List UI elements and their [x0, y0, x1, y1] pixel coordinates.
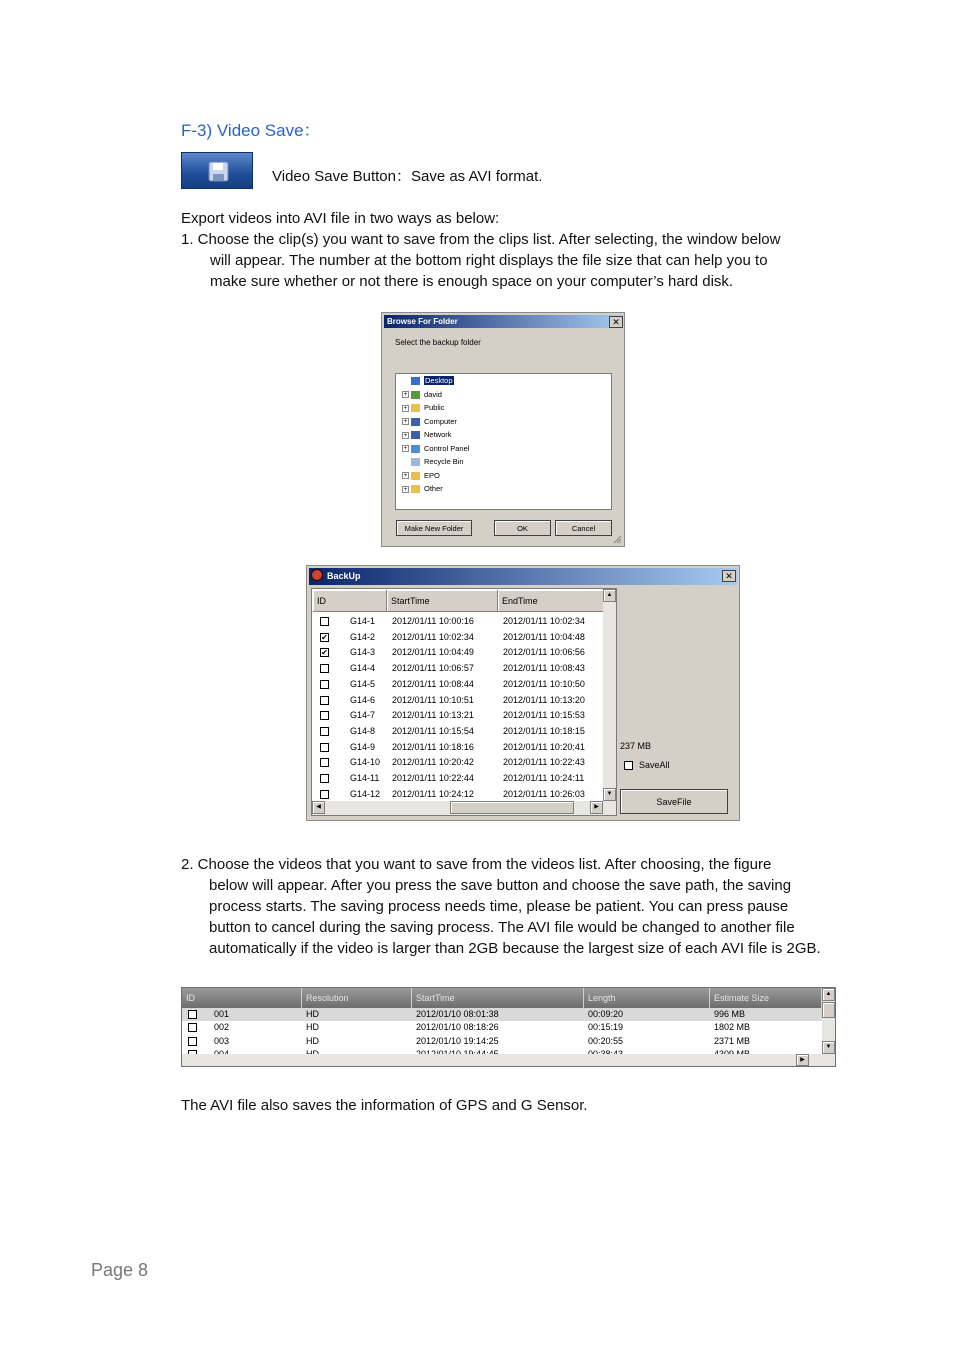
scroll-right-icon[interactable]: ▶ [590, 801, 603, 814]
save-file-button[interactable]: SaveFile [620, 789, 728, 814]
ok-button[interactable]: OK [494, 520, 551, 536]
column-header-starttime[interactable]: StartTime [387, 590, 498, 612]
clip-row[interactable] [312, 740, 606, 756]
clip-checkbox[interactable] [320, 774, 329, 783]
step2-line4: button to cancel during the saving process. The AVI file would be changed to another file [209, 919, 795, 936]
clip-start-time: 2012/01/11 10:04:49 [392, 647, 474, 658]
clip-row[interactable] [312, 630, 606, 646]
clip-end-time: 2012/01/11 10:20:41 [503, 741, 585, 752]
clip-row[interactable] [312, 677, 606, 693]
page-number: Page 8 [91, 1260, 149, 1280]
tree-node-label: EPO [424, 470, 440, 480]
total-size-label: 237 MB [620, 741, 652, 751]
clip-checkbox[interactable] [320, 758, 329, 767]
clip-id: G14-2 [350, 631, 376, 642]
expand-icon[interactable]: + [403, 405, 408, 412]
scroll-left-icon[interactable]: ◀ [312, 801, 325, 814]
step2-line2: below will appear. After you press the save button and choose the save path, the saving [209, 877, 792, 894]
grid-scroll-right-icon[interactable]: ▶ [796, 1054, 809, 1066]
tree-node-label: david [424, 389, 442, 399]
column-header-endtime[interactable]: EndTime [498, 590, 604, 612]
clip-row[interactable] [312, 661, 606, 677]
clip-end-time: 2012/01/11 10:10:50 [503, 678, 585, 689]
step2-line5: automatically if the video is larger than 2GB because the largest size of each AVI file is 2GB. [209, 940, 821, 957]
horizontal-scrollbar[interactable] [312, 801, 616, 815]
clip-list [311, 588, 617, 816]
clip-start-time: 2012/01/11 10:06:57 [392, 663, 474, 674]
tree-node-label: Control Panel [424, 443, 470, 453]
clip-row[interactable] [312, 755, 606, 771]
column-header-id[interactable]: ID [313, 590, 387, 612]
tree-node[interactable] [402, 389, 442, 401]
clip-checkbox[interactable] [320, 790, 329, 799]
scroll-up-icon[interactable]: ▲ [603, 589, 616, 602]
browse-close-button[interactable]: ✕ [609, 316, 623, 328]
clip-start-time: 2012/01/11 10:00:16 [392, 616, 474, 626]
video-id: 001 [214, 1009, 230, 1019]
desktop-icon [411, 377, 420, 385]
tree-node-label: Other [424, 484, 443, 493]
section-heading: F-3) Video Save： [181, 121, 321, 140]
backup-close-button[interactable]: ✕ [722, 570, 736, 582]
clip-end-time: 2012/01/11 10:24:11 [503, 773, 585, 783]
tree-node-label: Computer [424, 416, 457, 426]
video-save-button-image [181, 152, 253, 189]
step2-line1: 2. Choose the videos that you want to save from the videos list. After choosing, the figure [181, 856, 772, 873]
clip-id: G14-9 [350, 741, 376, 752]
clip-start-time: 2012/01/11 10:08:44 [392, 678, 474, 689]
scroll-thumb[interactable] [450, 801, 574, 814]
grid-header-length[interactable]: Length [584, 988, 710, 1008]
clip-checkbox[interactable] [320, 743, 329, 752]
floppy-disk-icon [182, 153, 254, 190]
save-all-checkbox[interactable] [624, 761, 633, 770]
clip-start-time: 2012/01/11 10:20:42 [392, 757, 474, 768]
backup-dialog [306, 565, 740, 821]
video-start: 2012/01/10 19:14:25 [416, 1035, 499, 1046]
grid-header-estimate-size[interactable]: Estimate Size [710, 988, 822, 1008]
resize-grip-icon[interactable] [613, 535, 622, 544]
expand-icon[interactable]: + [403, 473, 408, 480]
clip-row[interactable] [312, 645, 606, 661]
step1-line1: 1. Choose the clip(s) you want to save from the clips list. After selecting, the window below [181, 231, 781, 248]
clip-checkbox[interactable] [320, 664, 329, 673]
video-start: 2012/01/10 08:18:26 [416, 1022, 499, 1033]
make-new-folder-button[interactable]: Make New Folder [396, 520, 472, 536]
app-logo-icon [311, 569, 323, 581]
clip-checkbox[interactable]: ✔ [321, 648, 328, 658]
video-res: HD [306, 1009, 319, 1019]
clip-end-time: 2012/01/11 10:18:15 [503, 725, 585, 736]
clip-row[interactable] [312, 614, 606, 630]
expand-icon[interactable]: + [403, 419, 408, 426]
browse-dialog-title: Browse For Folder [384, 315, 622, 328]
video-list-grid [181, 987, 836, 1067]
video-checkbox[interactable] [188, 1037, 197, 1046]
save-button-caption: Video Save Button：Save as AVI format. [272, 168, 543, 185]
browse-prompt: Select the backup folder [395, 338, 481, 347]
clip-checkbox[interactable] [320, 727, 329, 736]
clip-checkbox[interactable] [320, 711, 329, 720]
clip-id: G14-12 [350, 788, 381, 799]
user-folder-icon [411, 391, 420, 399]
tree-node[interactable] [402, 470, 440, 482]
grid-vertical-scrollbar[interactable] [822, 988, 835, 1054]
control-panel-icon [411, 445, 420, 453]
tree-node-label: Recycle Bin [424, 457, 464, 466]
expand-icon[interactable]: + [403, 392, 408, 399]
clip-checkbox[interactable] [320, 696, 329, 705]
expand-icon[interactable]: + [403, 446, 408, 453]
folder-icon [411, 485, 420, 493]
tree-node[interactable] [402, 483, 443, 495]
video-length: 00:09:20 [588, 1009, 624, 1019]
tree-node[interactable] [402, 443, 469, 455]
step2-line3: process starts. The saving process needs time, please be patient. You can press pause [209, 898, 789, 915]
clip-row[interactable] [312, 771, 606, 787]
video-length: 00:20:55 [588, 1035, 624, 1046]
expand-icon[interactable]: + [403, 486, 408, 493]
intro-text: Export videos into AVI file in two ways as below: [181, 210, 500, 227]
clip-id: G14-3 [350, 647, 376, 658]
grid-scroll-down-icon[interactable]: ▼ [822, 1041, 835, 1054]
clip-end-time: 2012/01/11 10:26:03 [503, 788, 585, 799]
video-row[interactable] [182, 1021, 822, 1034]
clip-id: G14-1 [350, 616, 376, 626]
expand-icon[interactable]: + [403, 432, 408, 439]
save-all-label: SaveAll [639, 760, 670, 770]
clip-checkbox[interactable] [320, 680, 329, 689]
backup-dialog-title: BackUp [309, 568, 737, 585]
video-size: 2371 MB [714, 1035, 751, 1046]
clip-end-time: 2012/01/11 10:15:53 [503, 710, 585, 721]
clip-id: G14-4 [350, 663, 376, 674]
clip-start-time: 2012/01/11 10:10:51 [392, 694, 474, 705]
tree-node[interactable] [402, 375, 454, 387]
video-checkbox[interactable] [188, 1010, 197, 1019]
clip-end-time: 2012/01/11 10:08:43 [503, 663, 585, 674]
clip-id: G14-8 [350, 725, 376, 736]
grid-header-id[interactable]: ID [182, 988, 302, 1008]
tree-node[interactable] [402, 402, 444, 414]
step1-line2: will appear. The number at the bottom right displays the file size that can help you to [210, 252, 768, 269]
video-row[interactable] [182, 1035, 822, 1048]
closing-text: The AVI file also saves the information of GPS and G Sensor. [181, 1097, 588, 1114]
clip-end-time: 2012/01/11 10:02:34 [503, 616, 585, 626]
video-size: 996 MB [714, 1009, 746, 1019]
video-id: 003 [214, 1035, 230, 1046]
browse-folder-dialog [381, 312, 625, 547]
scroll-down-icon[interactable]: ▼ [603, 788, 616, 801]
clip-id: G14-5 [350, 678, 376, 689]
clip-end-time: 2012/01/11 10:04:48 [503, 631, 585, 642]
grid-horizontal-scrollbar[interactable] [182, 1054, 835, 1066]
folder-icon [411, 472, 420, 480]
video-id: 002 [214, 1022, 230, 1033]
network-icon [411, 431, 420, 439]
folder-icon [411, 404, 420, 412]
clip-start-time: 2012/01/11 10:24:12 [392, 788, 474, 799]
clip-row[interactable] [312, 693, 606, 709]
clip-start-time: 2012/01/11 10:18:16 [392, 741, 474, 752]
clip-end-time: 2012/01/11 10:13:20 [503, 694, 585, 705]
tree-node[interactable] [402, 429, 452, 441]
clip-row[interactable] [312, 724, 606, 740]
tree-node-label: Network [424, 430, 452, 439]
grid-scroll-thumb[interactable] [822, 1002, 835, 1018]
clip-checkbox[interactable]: ✔ [321, 632, 328, 642]
clip-start-time: 2012/01/11 10:15:54 [392, 725, 474, 736]
grid-header-starttime[interactable]: StartTime [412, 988, 584, 1008]
recycle-bin-icon [411, 458, 420, 466]
video-checkbox[interactable] [188, 1023, 197, 1032]
clip-start-time: 2012/01/11 10:02:34 [392, 631, 474, 642]
clip-id: G14-11 [350, 773, 380, 783]
cancel-button[interactable]: Cancel [555, 520, 612, 536]
clip-id: G14-10 [350, 757, 381, 768]
folder-tree [395, 373, 612, 510]
video-row[interactable] [182, 1008, 822, 1021]
clip-end-time: 2012/01/11 10:06:56 [503, 647, 585, 658]
computer-icon [411, 418, 420, 426]
video-start: 2012/01/10 08:01:38 [416, 1009, 499, 1019]
step1-line3: make sure whether or not there is enough space on your computer’s hard disk. [210, 273, 734, 290]
tree-node-label: Public [424, 403, 445, 412]
tree-node[interactable] [402, 416, 457, 428]
clip-start-time: 2012/01/11 10:22:44 [392, 773, 474, 783]
video-res: HD [306, 1035, 319, 1046]
tree-node[interactable] [402, 456, 464, 468]
video-res: HD [306, 1022, 319, 1033]
clip-row[interactable] [312, 708, 606, 724]
clip-start-time: 2012/01/11 10:13:21 [392, 710, 474, 721]
video-size: 1802 MB [714, 1022, 751, 1033]
vertical-scrollbar[interactable] [603, 589, 616, 801]
grid-header-resolution[interactable]: Resolution [302, 988, 412, 1008]
clip-id: G14-7 [350, 710, 376, 721]
tree-node-label: Desktop [425, 376, 453, 385]
clip-checkbox[interactable] [320, 617, 329, 626]
clip-end-time: 2012/01/11 10:22:43 [503, 757, 585, 768]
clip-id: G14-6 [350, 694, 376, 705]
video-length: 00:15:19 [588, 1022, 624, 1033]
grid-scroll-up-icon[interactable]: ▲ [822, 988, 835, 1001]
